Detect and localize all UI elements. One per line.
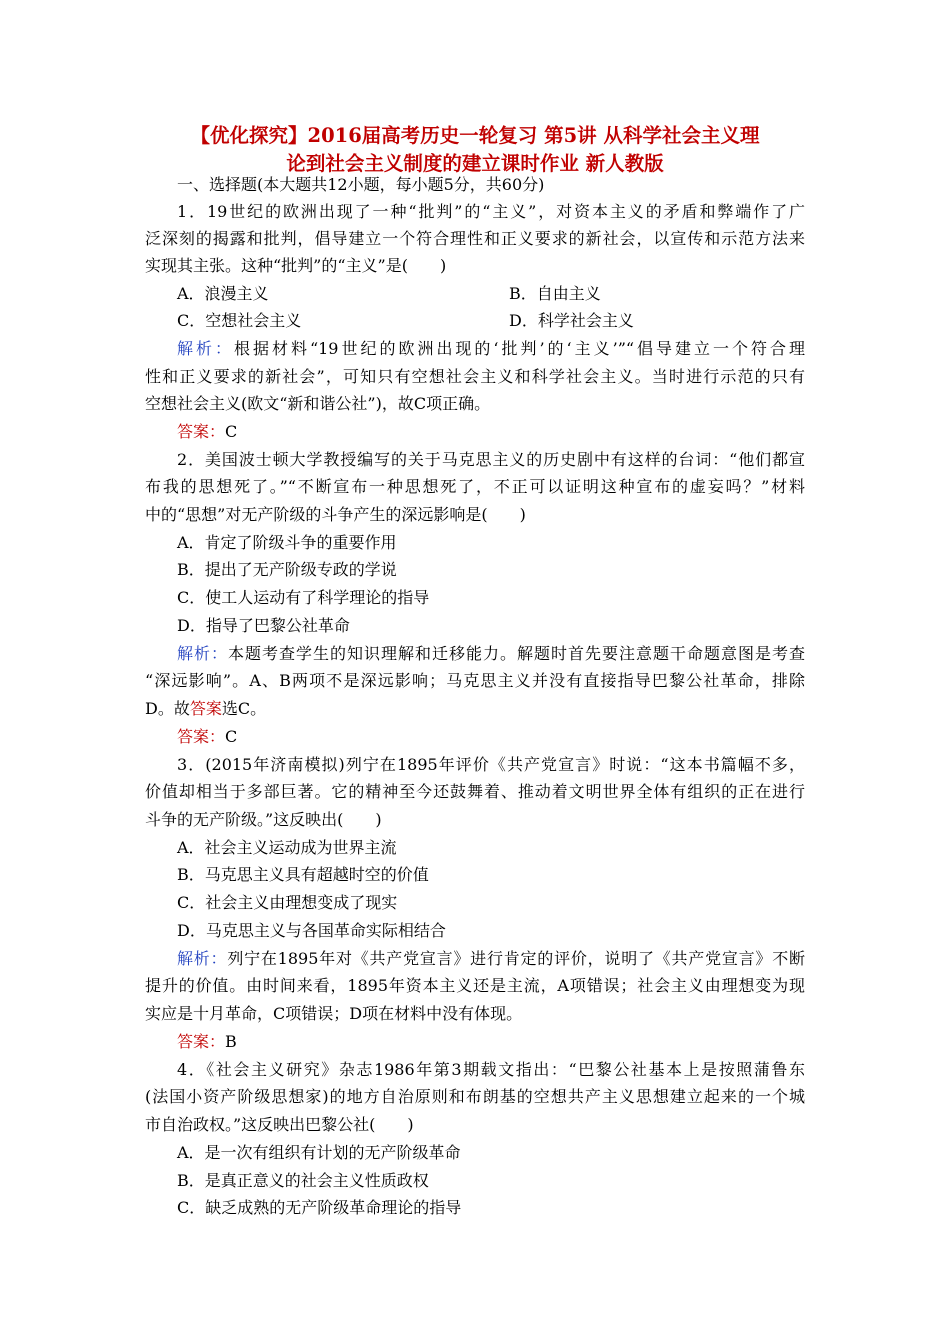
q2-answer: 答案：C — [177, 727, 238, 746]
document-title-line-1: 【优化探究】2016届高考历史一轮复习 第5讲 从科学社会主义理 — [190, 124, 760, 147]
q3-option-a: A．社会主义运动成为世界主流 — [177, 838, 397, 857]
q4-stem-line-2: (法国小资产阶级思想家)的地方自治原则和布朗基的空想共产主义思想建立起来的一个城 — [145, 1087, 805, 1106]
q1-option-b: B．自由主义 — [509, 284, 601, 303]
document-title-line-2: 论到社会主义制度的建立课时作业 新人教版 — [286, 152, 664, 175]
q3-analysis-line-2: 提升的价值。由时间来看，1895年资本主义还是主流，A项错误；社会主义由理想变为现 — [145, 976, 805, 995]
q2-option-d: D．指导了巴黎公社革命 — [177, 616, 350, 635]
q1-option-c: C．空想社会主义 — [177, 311, 302, 330]
q2-option-c: C．使工人运动有了科学理论的指导 — [177, 588, 430, 607]
q4-stem-line-3: 市自治政权。”这反映出巴黎公社( ) — [145, 1115, 414, 1134]
q1-stem-line-1: 1．19世纪的欧洲出现了一种“批判”的“主义”，对资本主义的矛盾和弊端作了广 — [177, 202, 805, 221]
q1-analysis-label: 解析： — [177, 339, 234, 358]
q2-analysis-line-2: “深远影响”。A、B两项不是深远影响；马克思主义并没有直接指导巴黎公社革命，排除 — [145, 671, 805, 690]
section-heading: 一、选择题(本大题共12小题，每小题5分，共60分) — [177, 175, 545, 194]
q3-answer-label: 答案： — [177, 1032, 226, 1051]
q4-option-c: C．缺乏成熟的无产阶级革命理论的指导 — [177, 1198, 462, 1217]
q2-answer-label: 答案： — [177, 727, 226, 746]
q2-stem-line-2: 布我的思想死了。”“不断宣布一种思想死了，不正可以证明这种宣布的虚妄吗？”材料 — [145, 477, 805, 496]
q2-analysis-label: 解析： — [177, 644, 228, 663]
q4-option-b: B．是真正意义的社会主义性质政权 — [177, 1171, 429, 1190]
q1-answer: 答案：C — [177, 422, 238, 441]
q1-option-d: D．科学社会主义 — [509, 311, 634, 330]
q2-option-a: A．肯定了阶级斗争的重要作用 — [177, 533, 397, 552]
q1-answer-label: 答案： — [177, 422, 226, 441]
q3-analysis-line-3: 实应是十月革命，C项错误；D项在材料中没有体现。 — [145, 1004, 523, 1023]
q1-stem-line-2: 泛深刻的揭露和批判，倡导建立一个符合理性和正义要求的新社会，以宣传和示范方法来 — [145, 229, 805, 248]
q3-answer: 答案：B — [177, 1032, 237, 1051]
q2-analysis-line-3: D。故答案选C。 — [145, 699, 267, 718]
q3-analysis-label: 解析： — [177, 949, 228, 968]
q2-analysis-line-1: 解析：本题考查学生的知识理解和迁移能力。解题时首先要注意题干命题意图是考查 — [177, 644, 805, 663]
q2-option-b: B．提出了无产阶级专政的学说 — [177, 560, 397, 579]
q3-stem-line-1: 3．(2015年济南模拟)列宁在1895年评价《共产党宣言》时说：“这本书篇幅不多， — [177, 755, 805, 774]
q3-option-c: C．社会主义由理想变成了现实 — [177, 893, 398, 912]
q1-option-a: A．浪漫主义 — [177, 284, 269, 303]
q3-stem-line-3: 斗争的无产阶级。”这反映出( ) — [145, 810, 382, 829]
q3-option-b: B．马克思主义具有超越时空的价值 — [177, 865, 429, 884]
q3-analysis-line-1: 解析：列宁在1895年对《共产党宣言》进行肯定的评价，说明了《共产党宣言》不断 — [177, 949, 805, 968]
q1-analysis-line-2: 性和正义要求的新社会”，可知只有空想社会主义和科学社会主义。当时进行示范的只有 — [145, 367, 805, 386]
q2-stem-line-3: 中的“思想”对无产阶级的斗争产生的深远影响是( ) — [145, 505, 526, 524]
q1-analysis-line-3: 空想社会主义(欧文“新和谐公社”)，故C项正确。 — [145, 394, 491, 413]
q2-stem-line-1: 2．美国波士顿大学教授编写的关于马克思主义的历史剧中有这样的台词：“他们都宣 — [177, 450, 805, 469]
q4-option-a: A．是一次有组织有计划的无产阶级革命 — [177, 1143, 461, 1162]
q1-stem-line-3: 实现其主张。这种“批判”的“主义”是( ) — [145, 256, 447, 275]
q4-stem-line-1: 4．《社会主义研究》杂志1986年第3期载文指出：“巴黎公社基本上是按照蒲鲁东 — [177, 1060, 805, 1079]
q3-stem-line-2: 价值却相当于多部巨著。它的精神至今还鼓舞着、推动着文明世界全体有组织的正在进行 — [145, 782, 805, 801]
q1-analysis-line-1: 解析：根据材料“19世纪的欧洲出现的‘批判’的‘主义’”“倡导建立一个符合理 — [177, 339, 805, 358]
q3-option-d: D．马克思主义与各国革命实际相结合 — [177, 921, 446, 940]
